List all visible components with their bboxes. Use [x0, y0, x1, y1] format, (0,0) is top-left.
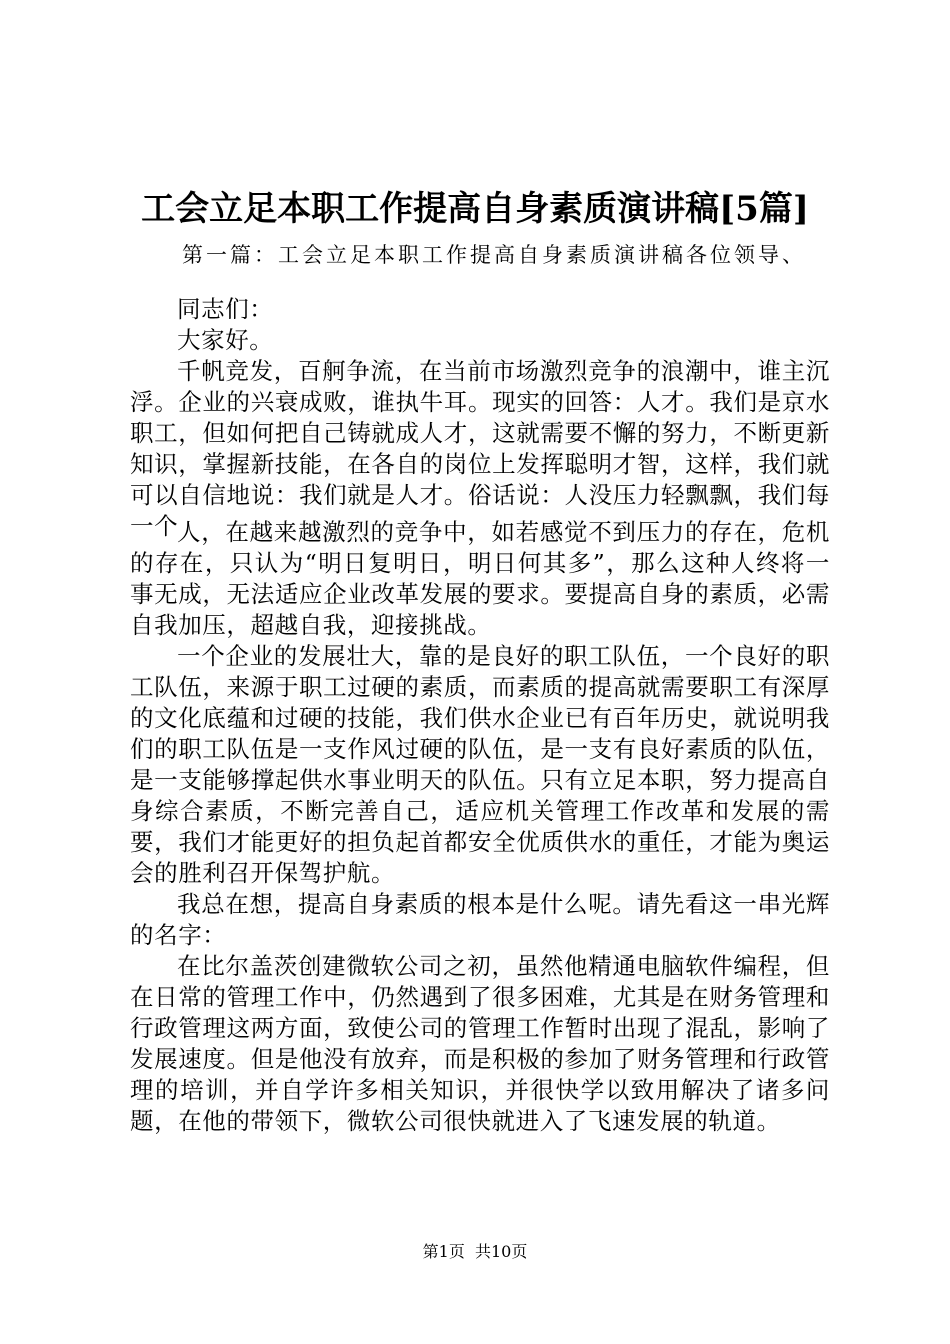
paragraph-pressure: 人，在越来越激烈的竞争中，如若感觉不到压力的存在，危机的存在，只认为“明日复明日，明日何其多”，那么这种人终将一事无成，无法适应企业改革发展的要求。要提高自身的素质，必需自我加压，超越自我，迎接挑战。: [130, 518, 830, 639]
body-block-b: [130, 517, 830, 1137]
paragraph-question: 我总在想，提高自身素质的根本是什么呢。请先看这一串光辉的名字：: [130, 890, 830, 949]
page-footer: 第1页 共10页: [422, 1242, 528, 1261]
paragraph-intro: 千帆竞发，百舸争流，在当前市场激烈竞争的浪潮中，谁主沉浮。企业的兴衰成败，谁执牛耳。现实的回答：人才。我们是京水职工，但如何把自己铸就成人才，这就需要不懈的努力，不断更新知识，掌握新技能，在各自的岗位上发挥聪明才智，这样，我们就可以自信地说：我们就是人才。俗话说：人没压力轻飘飘，我们每一个: [130, 357, 830, 540]
paragraph-greeting: 大家好。: [177, 326, 274, 354]
document-subtitle: 第一篇：工会立足本职工作提高自身素质演讲稿各位领导、: [182, 243, 806, 267]
paragraph-microsoft: 在比尔盖茨创建微软公司之初，虽然他精通电脑软件编程，但在日常的管理工作中，仍然遇到了很多困难，尤其是在财务管理和行政管理这两方面，致使公司的管理工作暂时出现了混乱，影响了发展速度。但是他没有放弃，而是积极的参加了财务管理和行政管理的培训，并自学许多相关知识，并很快学以致用解决了诸多问题，在他的带领下，微软公司很快就进入了飞速发展的轨道。: [130, 952, 830, 1135]
paragraph-salutation: 同志们：: [177, 295, 274, 323]
paragraph-team: 一个企业的发展壮大，靠的是良好的职工队伍，一个良好的职工队伍，来源于职工过硬的素质，而素质的提高就需要职工有深厚的文化底蕴和过硬的技能，我们供水企业已有百年历史，就说明我们的职工队伍是一支作风过硬的队伍，是一支有良好素质的队伍，是一支能够撑起供水事业明天的队伍。只有立足本职，努力提高自身综合素质，不断完善自己，适应机关管理工作改革和发展的需要，我们才能更好的担负起首都安全优质供水的重任，才能为奥运会的胜利召开保驾护航。: [130, 642, 830, 887]
document-title: 工会立足本职工作提高自身素质演讲稿[5篇]: [141, 189, 809, 229]
body-block-a: [130, 294, 830, 542]
